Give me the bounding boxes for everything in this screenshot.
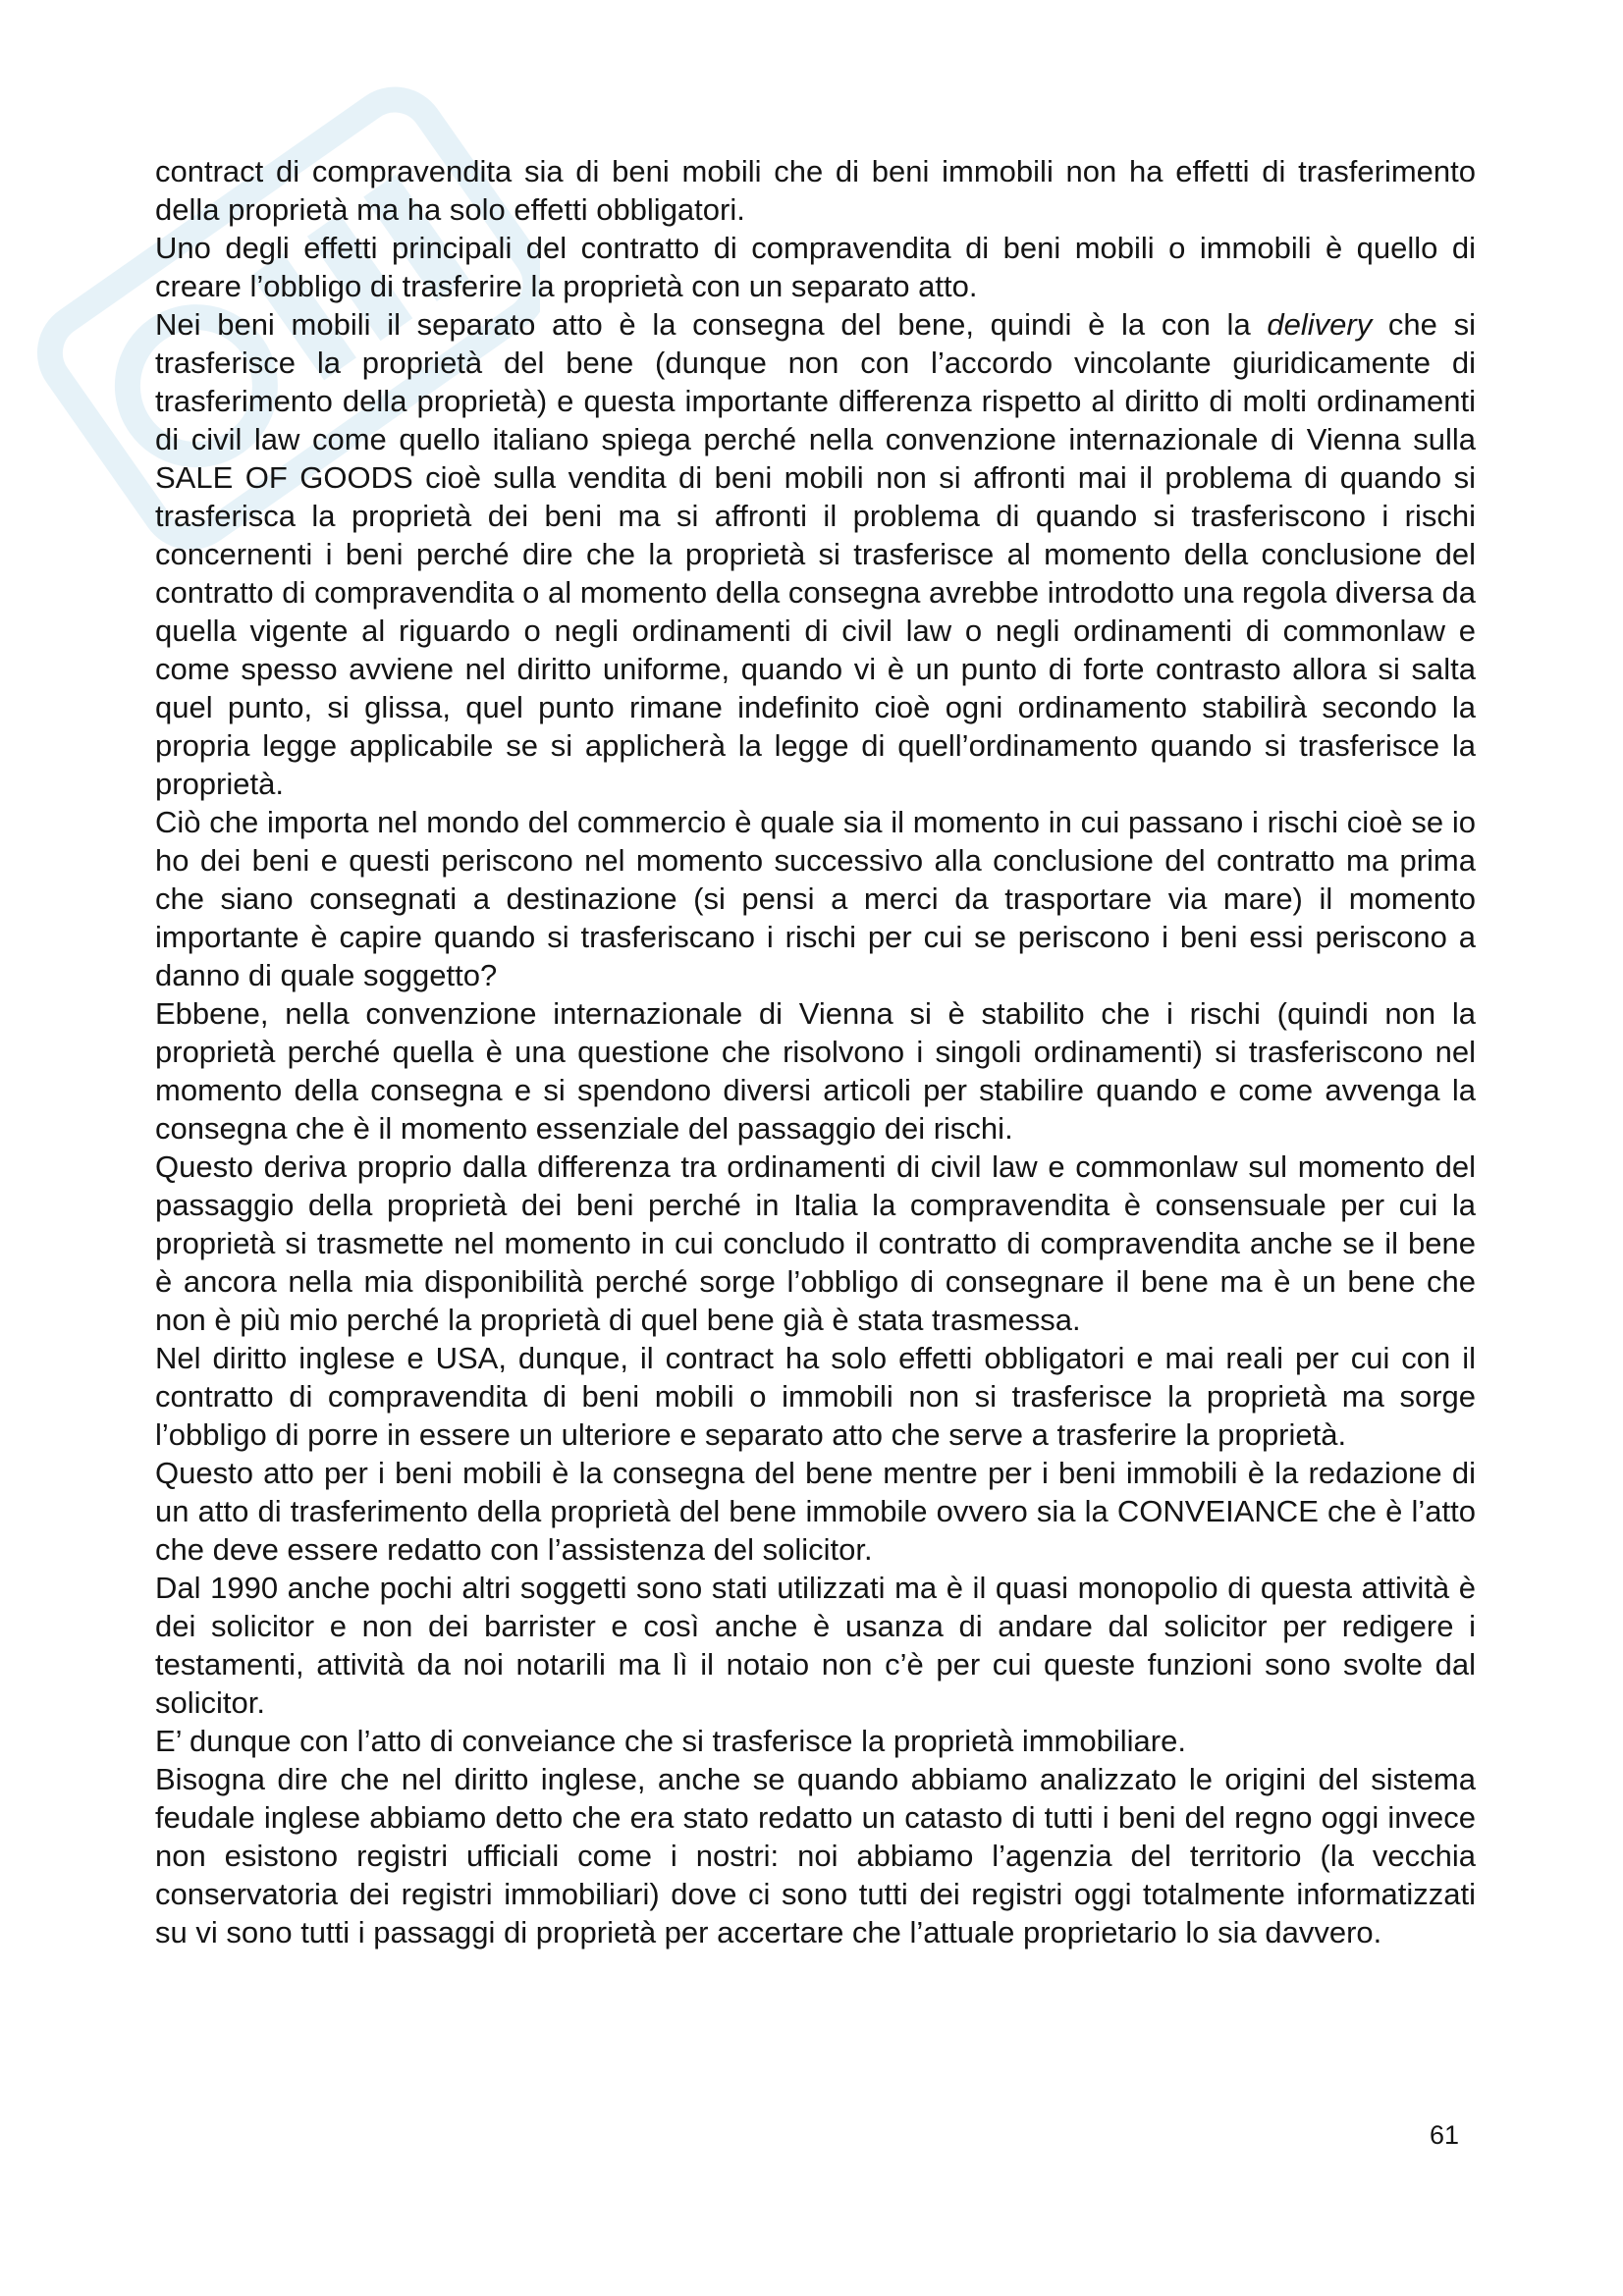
paragraph — [155, 994, 1476, 1148]
text-segment: Uno degli effetti principali del contratto di compravendita di beni mobili o immobili è quello di creare l’obbligo di trasferire la proprietà con un separato atto. — [155, 231, 1476, 303]
text-segment: Bisogna dire che nel diritto inglese, anche se quando abbiamo analizzato le origini del sistema feudale inglese abbiamo detto che era stato redatto un catasto di tutti i beni del regno oggi invece non esistono registri ufficiali come i nostri: noi abbiamo l’agenzia del territorio (la vecchia conservatoria dei registri immobiliari) dove ci sono tutti dei registri oggi totalmente informatizzati su vi sono tutti i passaggi di proprietà per accertare che l’attuale proprietario lo sia davvero. — [155, 1762, 1476, 1949]
paragraph — [155, 1722, 1476, 1760]
paragraph — [155, 1569, 1476, 1722]
text-segment: Nel diritto inglese e USA, dunque, il contract ha solo effetti obbligatori e mai reali per cui con il contratto di compravendita di beni mobili o immobili non si trasferisce la proprietà ma sorge l’obbligo di porre in essere un ulteriore e separato atto che serve a trasferire la proprietà. — [155, 1341, 1476, 1452]
text-segment: contract di compravendita sia di beni mobili che di beni immobili non ha effetti di trasferimento della proprietà ma ha solo effetti obbligatori. — [155, 154, 1476, 227]
text-segment: Ciò che importa nel mondo del commercio è quale sia il momento in cui passano i rischi cioè se io ho dei beni e questi periscono nel momento successivo alla conclusione del contratto ma prima che siano consegnati a destinazione (si pensi a merci da trasportare via mare) il momento importante è capire quando si trasferiscano i rischi per cui se periscono i beni essi periscono a danno di quale soggetto? — [155, 805, 1476, 992]
paragraph — [155, 305, 1476, 803]
paragraph — [155, 229, 1476, 305]
paragraph — [155, 1454, 1476, 1569]
text-segment: Questo deriva proprio dalla differenza tra ordinamenti di civil law e commonlaw sul momento del passaggio della proprietà dei beni perché in Italia la compravendita è consensuale per cui la proprietà si trasmette nel momento in cui concludo il contratto di compravendita anche se il bene è ancora nella mia disponibilità perché sorge l’obbligo di consegnare il bene ma è un bene che non è più mio perché la proprietà di quel bene già è stata trasmessa. — [155, 1149, 1476, 1337]
paragraph — [155, 1760, 1476, 1951]
text-segment: Dal 1990 anche pochi altri soggetti sono stati utilizzati ma è il quasi monopolio di questa attività è dei solicitor e non dei barrister e così anche è usanza di andare dal solicitor per redigere i testamenti, attività da noi notarili ma lì il notaio non c’è per cui queste funzioni sono svolte dal solicitor. — [155, 1571, 1476, 1720]
paragraph — [155, 1339, 1476, 1454]
page-number: 61 — [1430, 2120, 1460, 2150]
text-segment: Ebbene, nella convenzione internazionale di Vienna si è stabilito che i rischi (quindi non la proprietà perché quella è una questione che risolvono i singoli ordinamenti) si trasferiscono nel momento della consegna e si spendono diversi articoli per stabilire quando e come avvenga la consegna che è il momento essenziale del passaggio dei rischi. — [155, 996, 1476, 1146]
text-segment: Questo atto per i beni mobili è la consegna del bene mentre per i beni immobili è la redazione di un atto di trasferimento della proprietà del bene immobile ovvero sia la CONVEIANCE che è l’atto che deve essere redatto con l’assistenza del solicitor. — [155, 1456, 1476, 1567]
italic-term: delivery — [1267, 307, 1373, 342]
paragraph — [155, 152, 1476, 229]
page-body — [155, 152, 1476, 1951]
paragraph — [155, 1148, 1476, 1339]
text-segment: Nei beni mobili il separato atto è la consegna del bene, quindi è la con la — [155, 307, 1268, 342]
text-segment: che si trasferisce la proprietà del bene (dunque non con l’accordo vincolante giuridicamente di trasferimento della proprietà) e questa importante differenza rispetto al diritto di molti ordinamenti di civil law come quello italiano spiega perché nella convenzione internazionale di Vienna sulla SALE OF GOODS cioè sulla vendita di beni mobili non si affronti mai il problema di quando si trasferisca la proprietà dei beni ma si affronti il problema di quando si trasferiscono i rischi concernenti i beni perché dire che la proprietà si trasferisce al momento della conclusione del contratto di compravendita o al momento della consegna avrebbe introdotto una regola diversa da quella vigente al riguardo o negli ordinamenti di civil law o negli ordinamenti di commonlaw e come spesso avviene nel diritto uniforme, quando vi è un punto di forte contrasto allora si salta quel punto, si glissa, quel punto rimane indefinito cioè ogni ordinamento stabilirà secondo la propria legge applicabile se si applicherà la legge di quell’ordinamento quando si trasferisce la proprietà. — [155, 307, 1476, 801]
text-segment: E’ dunque con l’atto di conveiance che si trasferisce la proprietà immobiliare. — [155, 1724, 1186, 1758]
paragraph — [155, 803, 1476, 994]
